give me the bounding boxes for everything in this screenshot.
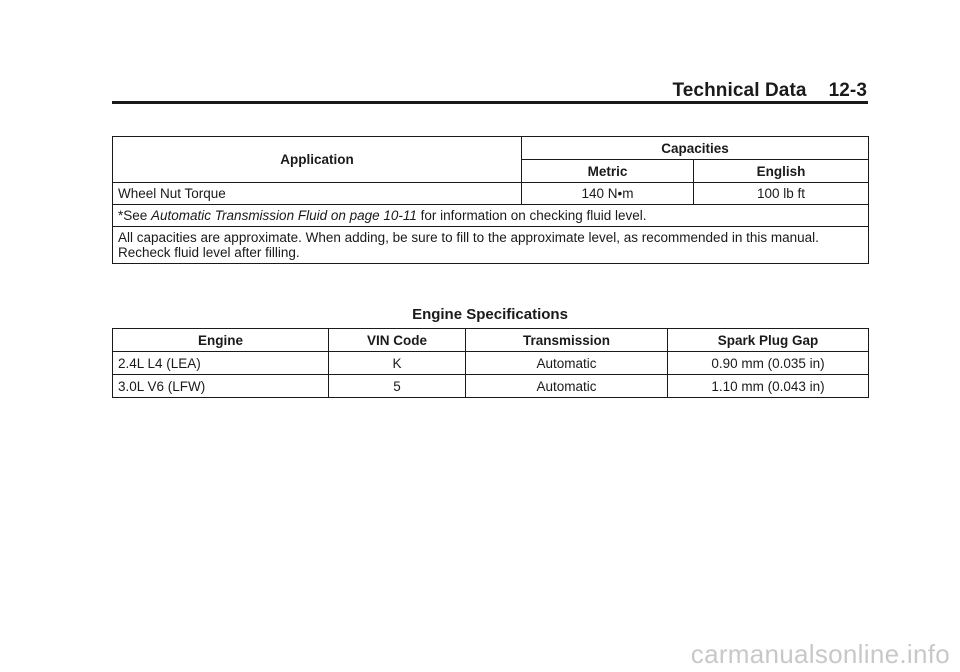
transmission-cell: Automatic <box>466 375 668 398</box>
watermark: carmanualsonline.info <box>690 639 950 669</box>
engine-header: Engine <box>113 329 329 352</box>
note-prefix: *See <box>118 208 152 223</box>
table-row <box>113 375 869 398</box>
section-title: Technical Data <box>672 80 807 101</box>
table-row <box>113 205 869 227</box>
note-suffix: for information on checking fluid level. <box>416 208 647 223</box>
spark-plug-gap-header: Spark Plug Gap <box>668 329 869 352</box>
capacities-table <box>112 136 869 264</box>
header-rule <box>112 101 868 104</box>
page-number: 12-3 <box>828 80 867 101</box>
metric-cell: 140 N•m <box>522 183 694 205</box>
approximate-note: All capacities are approximate. When adding, be sure to fill to the approximate level, as recommended in this manual. Recheck fluid level after filling. <box>113 227 869 264</box>
note-reference-link[interactable]: Automatic Transmission Fluid on page 10-11 <box>151 208 417 223</box>
page-header <box>672 80 867 102</box>
engine-specs-table <box>112 328 869 398</box>
table-row <box>113 227 869 264</box>
transmission-cell: Automatic <box>466 352 668 375</box>
vin-code-header: VIN Code <box>329 329 466 352</box>
fluid-note <box>113 205 869 227</box>
application-cell: Wheel Nut Torque <box>113 183 522 205</box>
table-row <box>113 352 869 375</box>
application-header: Application <box>113 137 522 183</box>
capacities-header: Capacities <box>522 137 869 160</box>
table-row <box>113 329 869 352</box>
table-row <box>113 137 869 160</box>
vin-code-cell: 5 <box>329 375 466 398</box>
vin-code-cell: K <box>329 352 466 375</box>
english-header: English <box>694 160 869 183</box>
engine-cell: 3.0L V6 (LFW) <box>113 375 329 398</box>
transmission-header: Transmission <box>466 329 668 352</box>
table-row <box>113 183 869 205</box>
metric-header: Metric <box>522 160 694 183</box>
spark-plug-gap-cell: 1.10 mm (0.043 in) <box>668 375 869 398</box>
engine-specs-title: Engine Specifications <box>412 306 568 323</box>
spark-plug-gap-cell: 0.90 mm (0.035 in) <box>668 352 869 375</box>
engine-cell: 2.4L L4 (LEA) <box>113 352 329 375</box>
english-cell: 100 lb ft <box>694 183 869 205</box>
